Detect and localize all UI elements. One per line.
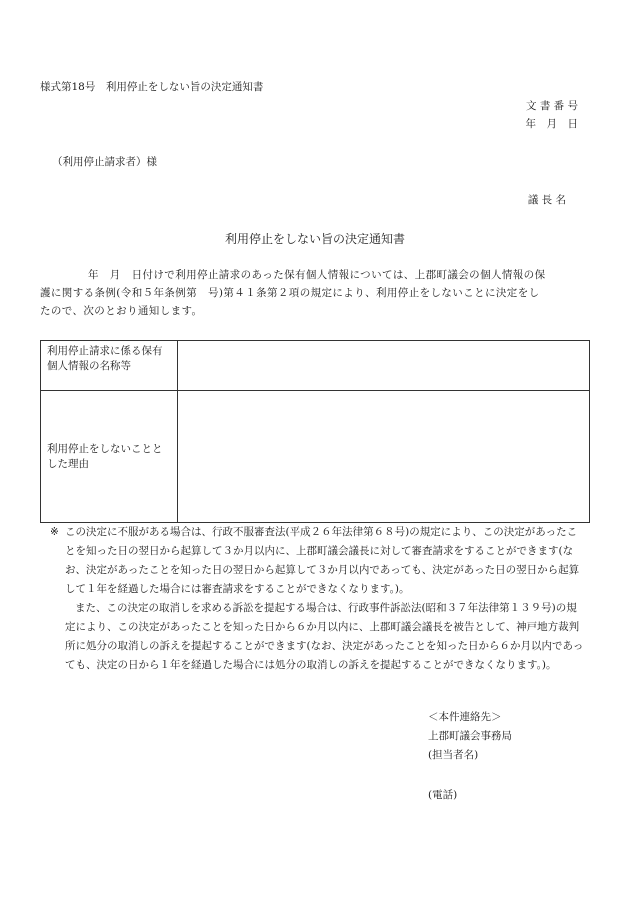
document-number: 文 書 番 号 — [525, 100, 578, 112]
body-line-3: たので、次のとおり通知します。 — [40, 305, 203, 317]
name-value-cell — [178, 341, 590, 391]
sender-name: 議 長 名 — [527, 194, 566, 206]
body-paragraph — [40, 266, 590, 320]
body-line-1: 年 月 日付けで利用停止請求のあった保有個人情報については、上郡町議会の個人情報の保 — [88, 269, 546, 281]
note-mark: ※ — [50, 526, 59, 538]
note-paragraph-1: この決定に不服がある場合は、行政不服審査法(平成２６年法律第６８号)の規定により、この決定があったことを知った日の翌日から起算して３か月以内に、上郡町議会議長に対して審査請求をすることができます(なお、決定があったことを知った日の翌日から起算して３か月以内であっても、決定があった日の翌日から起算して１年を経過した場合には審査請求をすることができなくなります。)。 — [65, 526, 580, 595]
addressee: （利用停止請求者）様 — [52, 156, 157, 168]
document-title: 利用停止をしない旨の決定通知書 — [224, 232, 405, 246]
table-row — [41, 341, 590, 391]
info-table — [40, 340, 590, 523]
reason-value-cell — [178, 391, 590, 523]
name-label-cell: 利用停止請求に係る保有個人情報の名称等 — [41, 341, 178, 391]
issue-date: 年 月 日 — [525, 118, 578, 130]
contact-person: (担当者名) — [428, 749, 479, 761]
reason-label-cell — [41, 391, 178, 523]
body-line-2: 護に関する条例(令和５年条例第 号)第４１条第２項の規定により、利用停止をしないことに決定をし — [40, 287, 540, 299]
note-paragraph-2: また、この決定の取消しを求める訴訟を提起する場合は、行政事件訴訟法(昭和３７年法律第１３９号)の規定により、この決定があったことを知った日から６か月以内に、上郡町議会議長を被告として、神戸地方裁判所に処分の取消しの訴えを提起することができます(なお、決定があったことを知った日から６か月以内であっても、決定の日から１年を経過した場合には処分の取消しの訴えを提起することができなくなります。)。 — [65, 602, 584, 671]
reason-label-text: 利用停止をしないこととした理由 — [47, 442, 163, 470]
form-label: 様式第18号 利用停止をしない旨の決定通知書 — [40, 81, 264, 93]
contact-phone: (電話) — [428, 789, 458, 801]
table-row — [41, 391, 590, 523]
contact-heading: ＜本件連絡先＞ — [428, 711, 502, 723]
notes-section — [50, 523, 585, 675]
contact-office: 上郡町議会事務局 — [428, 730, 512, 742]
